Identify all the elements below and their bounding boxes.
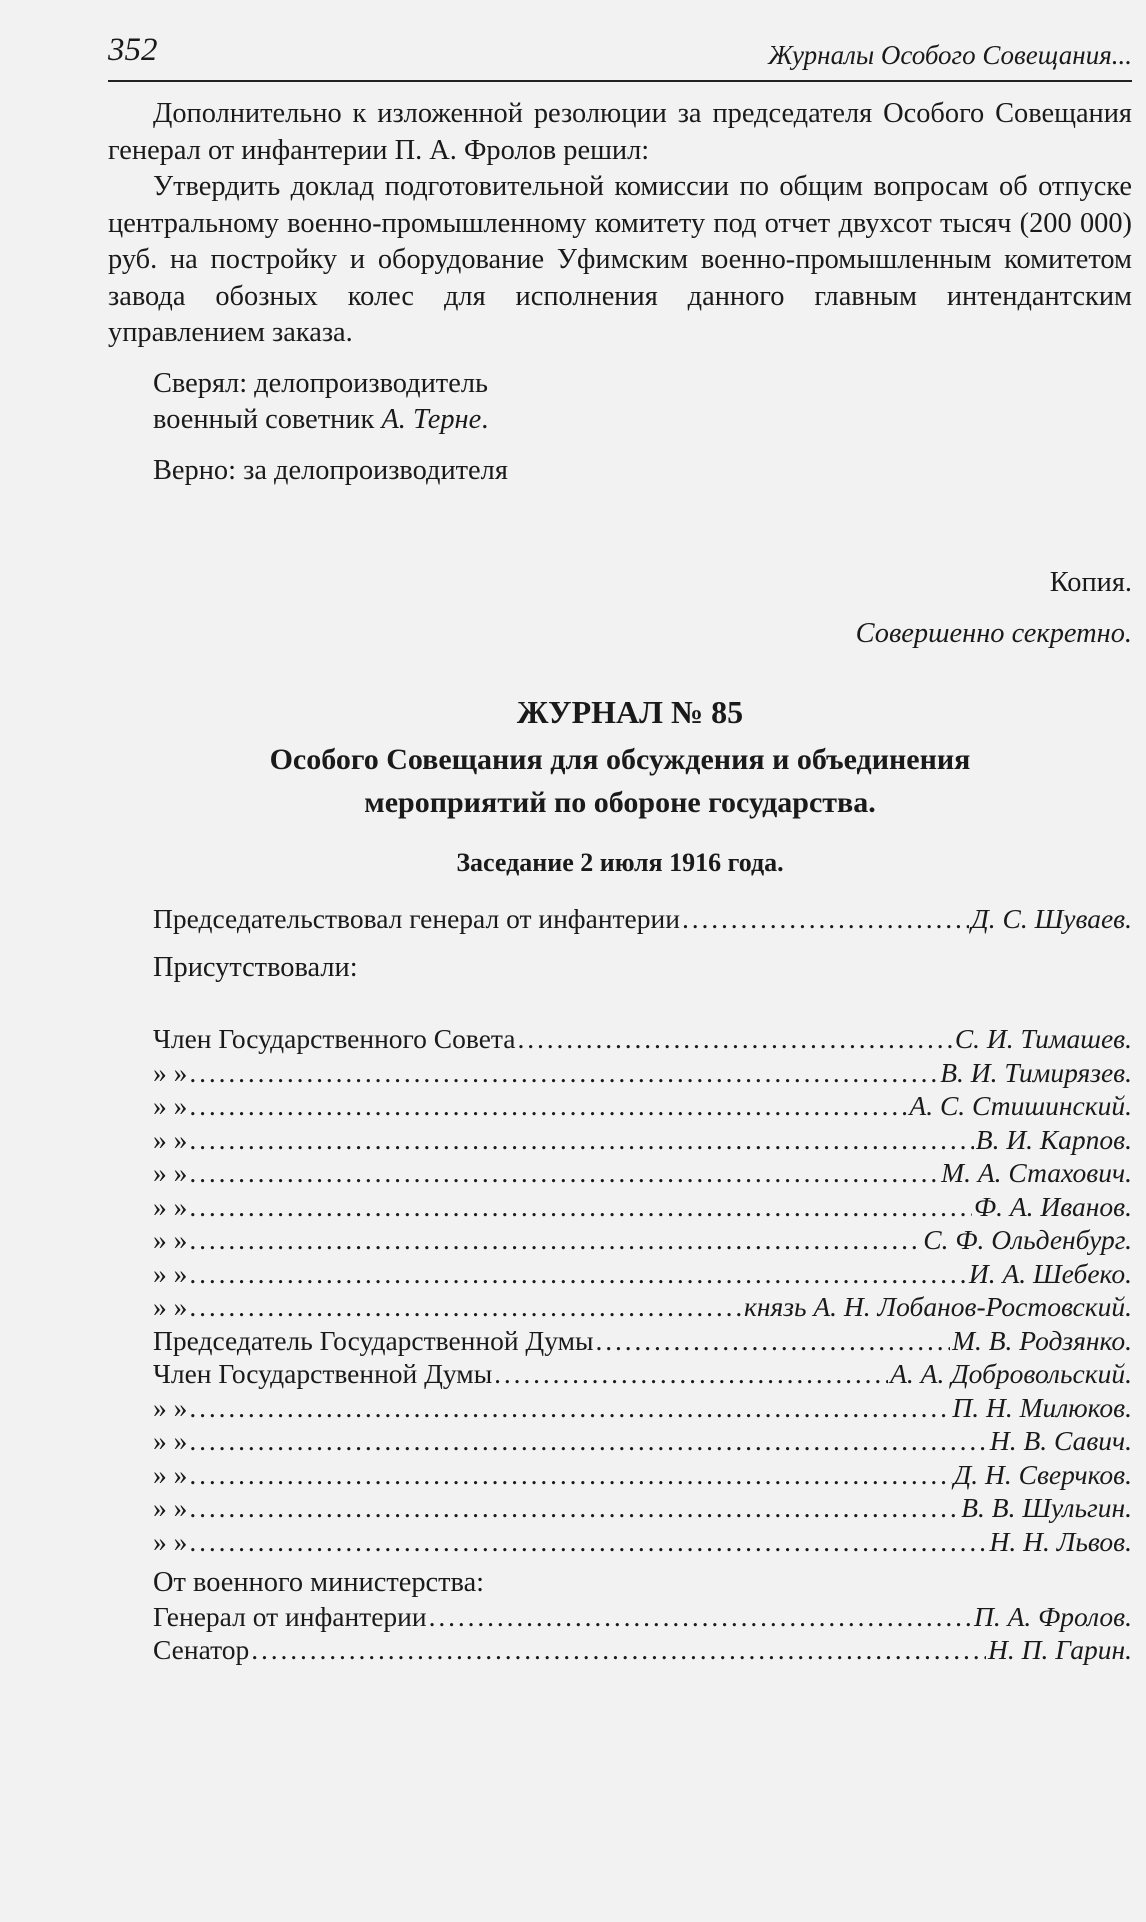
page-header <box>108 28 1132 82</box>
signoff-checker-suffix: . <box>481 404 489 435</box>
attendee-row <box>108 1633 1132 1667</box>
attendee-name: Н. В. Савич. <box>989 1425 1132 1456</box>
attendee-name: М. В. Родзянко. <box>952 1324 1132 1356</box>
leader-dots <box>429 1600 972 1634</box>
signoff-checker-prefix: военный советник <box>153 404 382 435</box>
leader-dots <box>189 1123 973 1157</box>
attendee-name: С. И. Тимашев. <box>954 1023 1132 1054</box>
duma-list <box>108 1324 1132 1559</box>
attendee-name: С. Ф. Ольденбург. <box>923 1224 1132 1255</box>
intro-paragraph-2: Утвердить доклад подготовительной комиссии по общим вопросам об отпуске центральному военно-промышленному комитету под отчет двухсот тысяч (200 000) руб. на постройку и оборудование Уфимским военно-промышленным комитетом завода обозных колес для исполнения данного главным интендантским управлением заказа. <box>108 171 1132 348</box>
attendee-role: » » <box>153 1257 188 1289</box>
attendee-name: А. С. Стишинский. <box>909 1090 1132 1121</box>
leader-dots <box>189 1424 988 1458</box>
secrecy-mark: Совершенно секретно. <box>855 617 1132 649</box>
attendee-role: » » <box>153 1224 188 1255</box>
attendee-role: » » <box>153 1056 188 1088</box>
attendee-role: » » <box>153 1123 188 1155</box>
attendee-name: П. А. Фролов. <box>974 1600 1132 1632</box>
attendee-role: Председатель Государственной Думы <box>153 1324 594 1356</box>
attendee-role: Сенатор <box>153 1634 250 1665</box>
attendee-name: В. И. Карпов. <box>975 1123 1132 1155</box>
attendee-row <box>108 1223 1132 1257</box>
leader-dots <box>189 1458 951 1492</box>
attendee-row <box>108 1391 1132 1425</box>
attendee-role: » » <box>153 1090 188 1121</box>
leader-dots <box>189 1290 742 1324</box>
journal-title: ЖУРНАЛ № 85 <box>516 694 744 730</box>
page-content <box>108 96 1132 1667</box>
attendee-row <box>108 1600 1132 1634</box>
attendee-name: П. Н. Милюков. <box>952 1391 1132 1423</box>
attendee-row <box>108 1357 1132 1391</box>
leader-dots <box>189 1190 972 1224</box>
page-number: 352 <box>108 32 158 68</box>
attendee-row <box>108 1123 1132 1157</box>
leader-dots <box>189 1089 907 1123</box>
attendee-row <box>108 1324 1132 1358</box>
leader-dots <box>189 1056 938 1090</box>
military-list <box>108 1600 1132 1667</box>
copy-mark: Копия. <box>1049 567 1132 598</box>
attendee-role: » » <box>153 1492 188 1523</box>
leader-dots <box>189 1391 950 1425</box>
military-label: От военного министерства: <box>153 1567 485 1598</box>
attendee-row <box>108 1022 1132 1056</box>
leader-dots <box>682 902 969 936</box>
attendee-row <box>108 1525 1132 1559</box>
journal-subtitle-line-1: Особого Совещания для обсуждения и объединения <box>269 743 971 776</box>
attendee-row <box>108 1290 1132 1324</box>
leader-dots <box>189 1156 939 1190</box>
attendee-row <box>108 1056 1132 1090</box>
chair-row <box>108 902 1132 936</box>
attendee-role: » » <box>153 1157 188 1188</box>
attendee-role: » » <box>153 1291 188 1322</box>
leader-dots <box>595 1324 950 1358</box>
attendee-name: Н. П. Гарин. <box>988 1634 1132 1665</box>
present-label: Присутствовали: <box>153 951 358 983</box>
signoff-checker <box>108 402 1132 439</box>
attendee-role: » » <box>153 1458 188 1490</box>
leader-dots <box>494 1357 888 1391</box>
attendee-name: В. В. Шульгин. <box>961 1492 1132 1523</box>
session-date: Заседание 2 июля 1916 года. <box>456 848 784 877</box>
attendee-role: » » <box>153 1525 188 1557</box>
attendee-name: А. А. Добровольский. <box>890 1358 1132 1389</box>
leader-dots <box>517 1022 952 1056</box>
signoff-checked: Сверял: делопроизводитель <box>153 367 488 399</box>
attendee-role: Член Государственной Думы <box>153 1358 493 1389</box>
state-council-list <box>108 1022 1132 1324</box>
journal-subtitle-line-2: мероприятий по обороне государства. <box>364 786 876 819</box>
chair-name: Д. С. Шуваев. <box>971 903 1132 934</box>
attendee-role: Член Государственного Совета <box>153 1023 516 1054</box>
attendee-row <box>108 1491 1132 1525</box>
leader-dots <box>251 1633 986 1667</box>
attendee-row <box>108 1424 1132 1458</box>
attendee-name: Н. Н. Львов. <box>989 1525 1132 1557</box>
attendee-role: » » <box>153 1425 188 1456</box>
attendee-role: » » <box>153 1190 188 1222</box>
attendee-role: Генерал от инфантерии <box>153 1600 427 1632</box>
attendee-row <box>108 1257 1132 1291</box>
chair-role: Председательствовал генерал от инфантерии <box>153 903 680 934</box>
attendee-name: И. А. Шебеко. <box>968 1257 1132 1289</box>
leader-dots <box>189 1525 987 1559</box>
attendee-name: Ф. А. Иванов. <box>974 1190 1132 1222</box>
running-title: Журналы Особого Совещания... <box>768 40 1132 70</box>
leader-dots <box>189 1223 921 1257</box>
attendee-name: М. А. Стахович. <box>941 1157 1132 1188</box>
signoff-verified: Верно: за делопроизводителя <box>153 454 508 486</box>
attendee-row <box>108 1190 1132 1224</box>
attendee-row <box>108 1458 1132 1492</box>
attendee-name: князь А. Н. Лобанов-Ростовский. <box>743 1291 1132 1322</box>
attendee-name: Д. Н. Сверчков. <box>953 1458 1132 1490</box>
leader-dots <box>189 1491 959 1525</box>
leader-dots <box>189 1257 966 1291</box>
attendee-role: » » <box>153 1391 188 1423</box>
attendee-row <box>108 1156 1132 1190</box>
attendee-row <box>108 1089 1132 1123</box>
intro-paragraph-1: Дополнительно к изложенной резолюции за председателя Особого Совещания генерал от инфантерии П. А. Фролов решил: <box>108 98 1132 166</box>
attendee-name: В. И. Тимирязев. <box>940 1056 1132 1088</box>
signoff-checker-name: А. Терне <box>381 404 482 435</box>
